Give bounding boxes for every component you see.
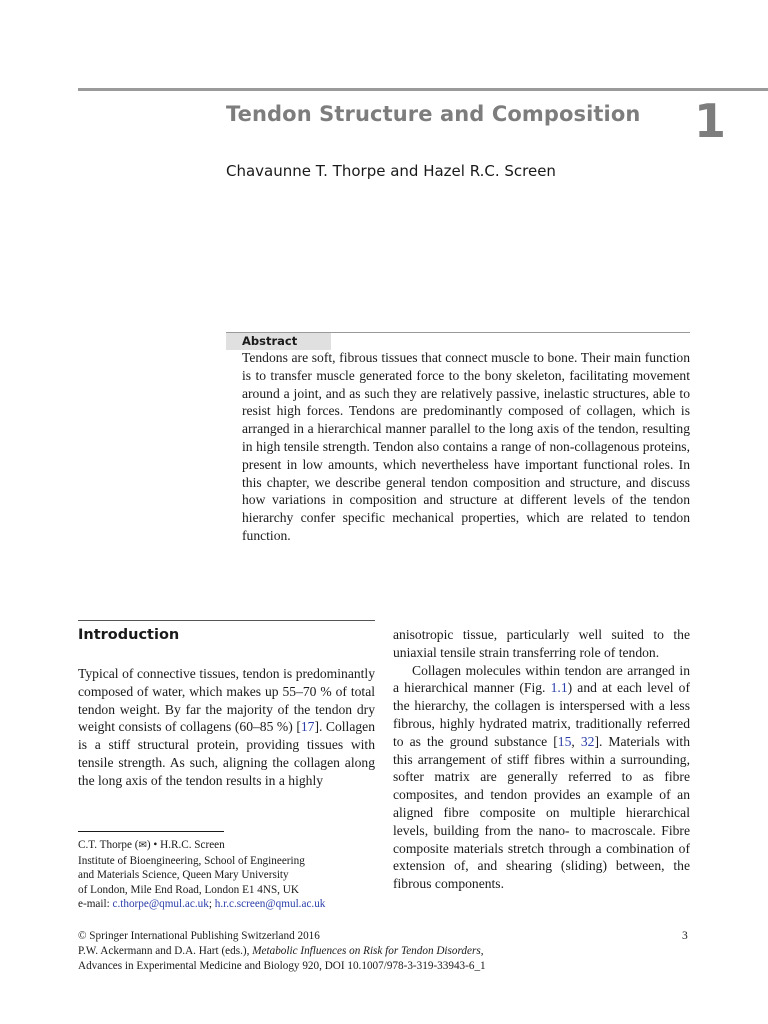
email-label: e-mail: [78, 898, 113, 910]
abstract-label: Abstract [226, 333, 331, 350]
affiliation-line-3: and Materials Science, Queen Mary University [78, 869, 289, 881]
chapter-authors: Chavaunne T. Thorpe and Hazel R.C. Screen [226, 162, 556, 180]
affiliation-author-1: C.T. Thorpe ( [78, 839, 139, 851]
intro-left-paragraph [78, 665, 375, 790]
citation-separator: , [571, 733, 581, 749]
intro-right-paragraph-2 [393, 662, 690, 893]
citation-link-17[interactable]: 17 [300, 719, 315, 735]
affiliation-line-2: Institute of Bioengineering, School of Engineering [78, 854, 305, 867]
intro-right-text-b: ) and at each level of the hierarchy, the collagen is interspersed with a less fibrous, highly hydrated matrix, traditionally referred to as the ground substance [ [393, 680, 690, 749]
email-link-screen[interactable]: h.r.c.screen@qmul.ac.uk [214, 898, 326, 910]
intro-right-column [393, 626, 690, 893]
chapter-number: 1 [694, 94, 727, 148]
citation-link-32[interactable]: 32 [580, 733, 595, 749]
intro-right-paragraph-1: anisotropic tissue, particularly well suited to the uniaxial tensile strain transferring role of tendon. [393, 627, 690, 660]
author-affiliation [78, 838, 378, 912]
abstract-text: Tendons are soft, fibrous tissues that connect muscle to bone. Their main function is to transfer muscle generated force to the bony skeleton, facilitating movement around a joint, and as such they are relatively passive, inelastic structures, able to resist high forces. Tendons are predominantly composed of collagen, which is arranged in a hierarchical manner parallel to the long axis of the tendon, resulting in high tensile strength. Tendon also contains a range of non-collagenous proteins, present in low amounts, which nevertheless have important functional roles. In this chapter, we describe general tendon composition and structure, and discuss how variations in composition and structure at different levels of the tendon hierarchy confer specific mechanical properties, which are related to tendon function. [242, 350, 690, 543]
chapter-title: Tendon Structure and Composition [226, 102, 641, 126]
page-number: 3 [682, 930, 688, 942]
top-rule [78, 88, 768, 91]
figure-link-1-1[interactable]: 1.1 [550, 680, 568, 696]
email-separator: ; [208, 898, 215, 910]
affiliation-authors [78, 838, 378, 854]
section-heading-introduction: Introduction [78, 627, 180, 643]
footer-series: Advances in Experimental Medicine and Biology 920, DOI 10.1007/978-3-319-33943-6_1 [78, 959, 486, 972]
affiliation-line-4: of London, Mile End Road, London E1 4NS, UK [78, 883, 299, 896]
page-footer [78, 929, 690, 973]
envelope-icon: ✉ [138, 840, 147, 851]
footer-book-title: Metabolic Influences on Risk for Tendon Disorders [252, 944, 481, 957]
intro-right-text-c: ]. Materials with this arrangement of stiff fibres within a surrounding, softer matrix are generally referred to as fibre composites, and tendon provides an example of an aligned fibre composite on multiple hierarchical levels, building from the nano- to macroscale. Fibre composite materials stretch through a combination of extension of, and shearing (sliding) between, the fibrous components. [393, 733, 691, 892]
footer-editors-text: P.W. Ackermann and D.A. Hart (eds.), [78, 944, 253, 957]
footer-editors [78, 944, 690, 959]
intro-right-text-a: Collagen molecules within tendon are arranged in a hierarchical manner (Fig. [393, 662, 690, 696]
citation-link-15[interactable]: 15 [557, 733, 572, 749]
footer-copyright: © Springer International Publishing Switzerland 2016 [78, 930, 320, 942]
intro-left-text-b: ]. Collagen is a stiff structural protein, providing tissues with tensile strength. As such, aligning the collagen along the long axis of the tendon results in a highly [78, 719, 375, 788]
affiliation-author-2: ) • H.R.C. Screen [146, 839, 225, 851]
section-rule [78, 620, 375, 621]
footnote-rule [78, 831, 224, 832]
affiliation-email-line [78, 897, 378, 912]
intro-left-text-a: Typical of connective tissues, tendon is predominantly composed of water, which makes up 55–70 % of total tendon weight. By far the majority of the tendon dry weight consists of collagens (60–85 %) [ [78, 666, 375, 735]
email-link-thorpe[interactable]: c.thorpe@qmul.ac.uk [112, 898, 209, 910]
footer-editors-punct: , [480, 944, 484, 957]
